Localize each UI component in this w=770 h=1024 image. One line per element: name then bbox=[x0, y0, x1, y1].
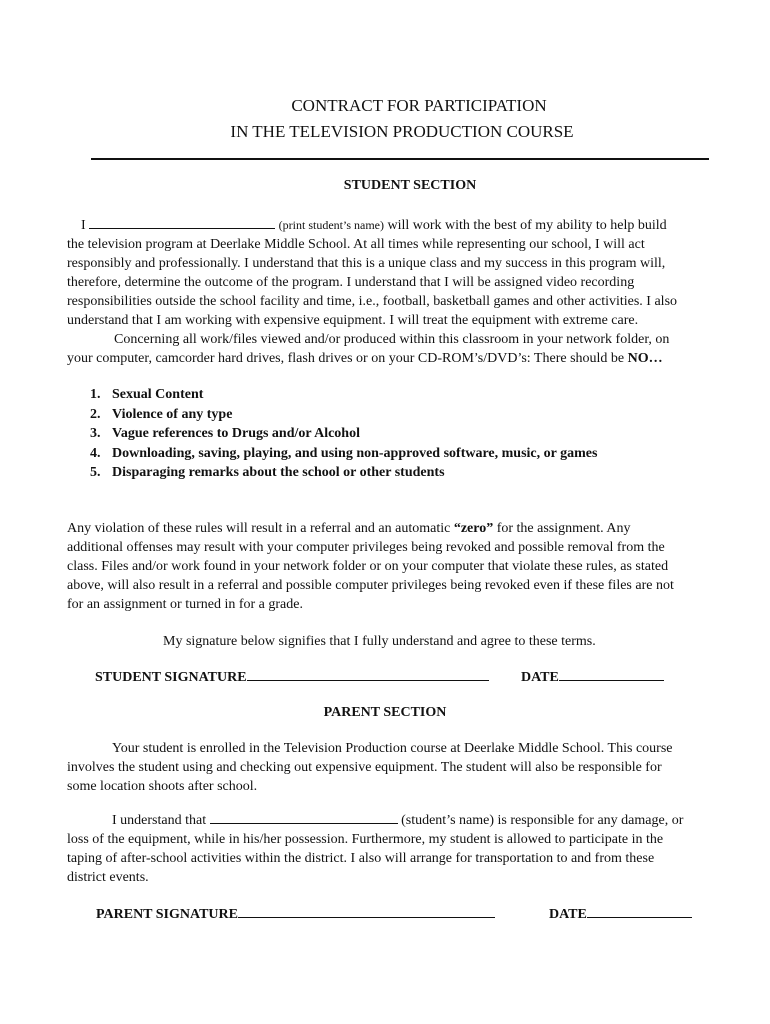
student-name-blank[interactable] bbox=[89, 216, 275, 229]
list-text: Violence of any type bbox=[112, 406, 233, 422]
parent-signature-field[interactable] bbox=[238, 904, 495, 918]
list-number: 4. bbox=[90, 445, 101, 461]
title-line-2: IN THE TELEVISION PRODUCTION COURSE bbox=[230, 122, 574, 141]
title-divider bbox=[91, 158, 709, 160]
student-section-heading: STUDENT SECTION bbox=[343, 178, 477, 193]
parent-date-row bbox=[549, 904, 692, 924]
student-date-field[interactable] bbox=[559, 667, 664, 681]
list-item bbox=[90, 405, 597, 425]
list-number: 1. bbox=[90, 387, 101, 402]
violation-line: additional offenses may result with your computer privileges being revoked and possible removal from the bbox=[67, 540, 665, 555]
parent-understand-paragraph bbox=[67, 811, 727, 887]
agreement-statement: My signature below signifies that I fully understand and agree to these terms. bbox=[163, 634, 596, 649]
enrolled-line: some location shoots after school. bbox=[67, 779, 258, 794]
intro-line: the television program at Deerlake Middle School. At all times while representing our school, I will act bbox=[67, 237, 645, 252]
student-signature-label: STUDENT SIGNATURE bbox=[95, 670, 247, 685]
parent-signature-label: PARENT SIGNATURE bbox=[96, 907, 238, 922]
list-item bbox=[90, 463, 597, 483]
parent-student-name-blank[interactable] bbox=[210, 811, 398, 824]
parent-signature-row bbox=[96, 904, 495, 924]
concerning-text-2: your computer, camcorder hard drives, flash drives or on your CD-ROM’s/DVD’s: There should be bbox=[67, 351, 628, 366]
list-text: Sexual Content bbox=[112, 387, 204, 402]
parent-enrolled-paragraph bbox=[67, 739, 727, 796]
intro-line: responsibly and professionally. I understand that this is a unique class and my success in this program will, bbox=[67, 256, 666, 271]
intro-line: responsibilities outside the school facility and time, i.e., football, basketball games and other activities. I also bbox=[67, 294, 678, 309]
enrolled-line bbox=[67, 739, 727, 758]
student-intro-paragraph bbox=[67, 216, 727, 368]
enrolled-line: involves the student using and checking out expensive equipment. The student will also be responsible for bbox=[67, 760, 662, 775]
intro-pronoun: I bbox=[81, 218, 86, 233]
title-line-1: CONTRACT FOR PARTICIPATION bbox=[291, 96, 547, 115]
concerning-text: Concerning all work/files viewed and/or produced within this classroom in your network folder, on bbox=[114, 332, 670, 347]
list-text: Vague references to Drugs and/or Alcohol bbox=[112, 426, 360, 441]
intro-first-line bbox=[67, 216, 727, 235]
understand-line: district events. bbox=[67, 870, 149, 885]
student-signature-field[interactable] bbox=[247, 667, 489, 681]
concerning-line-2 bbox=[67, 349, 727, 368]
student-name-hint: (print student’s name) bbox=[278, 218, 384, 232]
enrolled-text: Your student is enrolled in the Television Production course at Deerlake Middle School. This course bbox=[112, 741, 673, 756]
list-number: 2. bbox=[90, 406, 101, 422]
understand-line bbox=[67, 811, 727, 830]
list-number: 5. bbox=[90, 465, 101, 480]
violation-line bbox=[67, 519, 727, 538]
violation-paragraph bbox=[67, 519, 727, 614]
concerning-line bbox=[67, 330, 727, 349]
violation-text: Any violation of these rules will result in a referral and an automatic bbox=[67, 521, 454, 536]
understand-text-end: (student’s name) is responsible for any damage, or bbox=[397, 813, 684, 828]
violation-line: for an assignment or turned in for a grade. bbox=[67, 597, 303, 612]
parent-date-label: DATE bbox=[549, 907, 587, 922]
parent-date-field[interactable] bbox=[587, 904, 692, 918]
no-emphasis: NO… bbox=[627, 351, 663, 366]
list-item bbox=[90, 385, 597, 405]
zero-emphasis: “zero” bbox=[453, 521, 494, 536]
list-item bbox=[90, 424, 597, 444]
intro-line: understand that I am working with expensive equipment. I will treat the equipment with extreme care. bbox=[67, 313, 639, 328]
violation-line: class. Files and/or work found in your network folder or on your computer that violate these rules, as stated bbox=[67, 559, 669, 574]
understand-line: loss of the equipment, while in his/her possession. Furthermore, my student is allowed to participate in the bbox=[67, 832, 664, 847]
understand-text: I understand that bbox=[112, 813, 207, 828]
intro-line: therefore, determine the outcome of the program. I understand that I will be assigned video recording bbox=[67, 275, 635, 290]
list-text: Downloading, saving, playing, and using non-approved software, music, or games bbox=[112, 445, 598, 461]
student-signature-row bbox=[95, 667, 489, 687]
prohibited-content-list bbox=[90, 385, 597, 483]
list-text: Disparaging remarks about the school or other students bbox=[112, 465, 445, 480]
parent-section-heading: PARENT SECTION bbox=[323, 705, 447, 720]
intro-line1-rest: will work with the best of my ability to help build bbox=[383, 218, 667, 233]
student-date-row bbox=[521, 667, 664, 687]
understand-line: taping of after-school activities within the district. I also will arrange for transportation to and from these bbox=[67, 851, 655, 866]
violation-text-end: for the assignment. Any bbox=[493, 521, 631, 536]
violation-line: above, will also result in a referral and possible computer privileges being revoked even if these files are not bbox=[67, 578, 674, 593]
list-number: 3. bbox=[90, 426, 101, 441]
student-date-label: DATE bbox=[521, 670, 559, 685]
list-item bbox=[90, 444, 597, 464]
